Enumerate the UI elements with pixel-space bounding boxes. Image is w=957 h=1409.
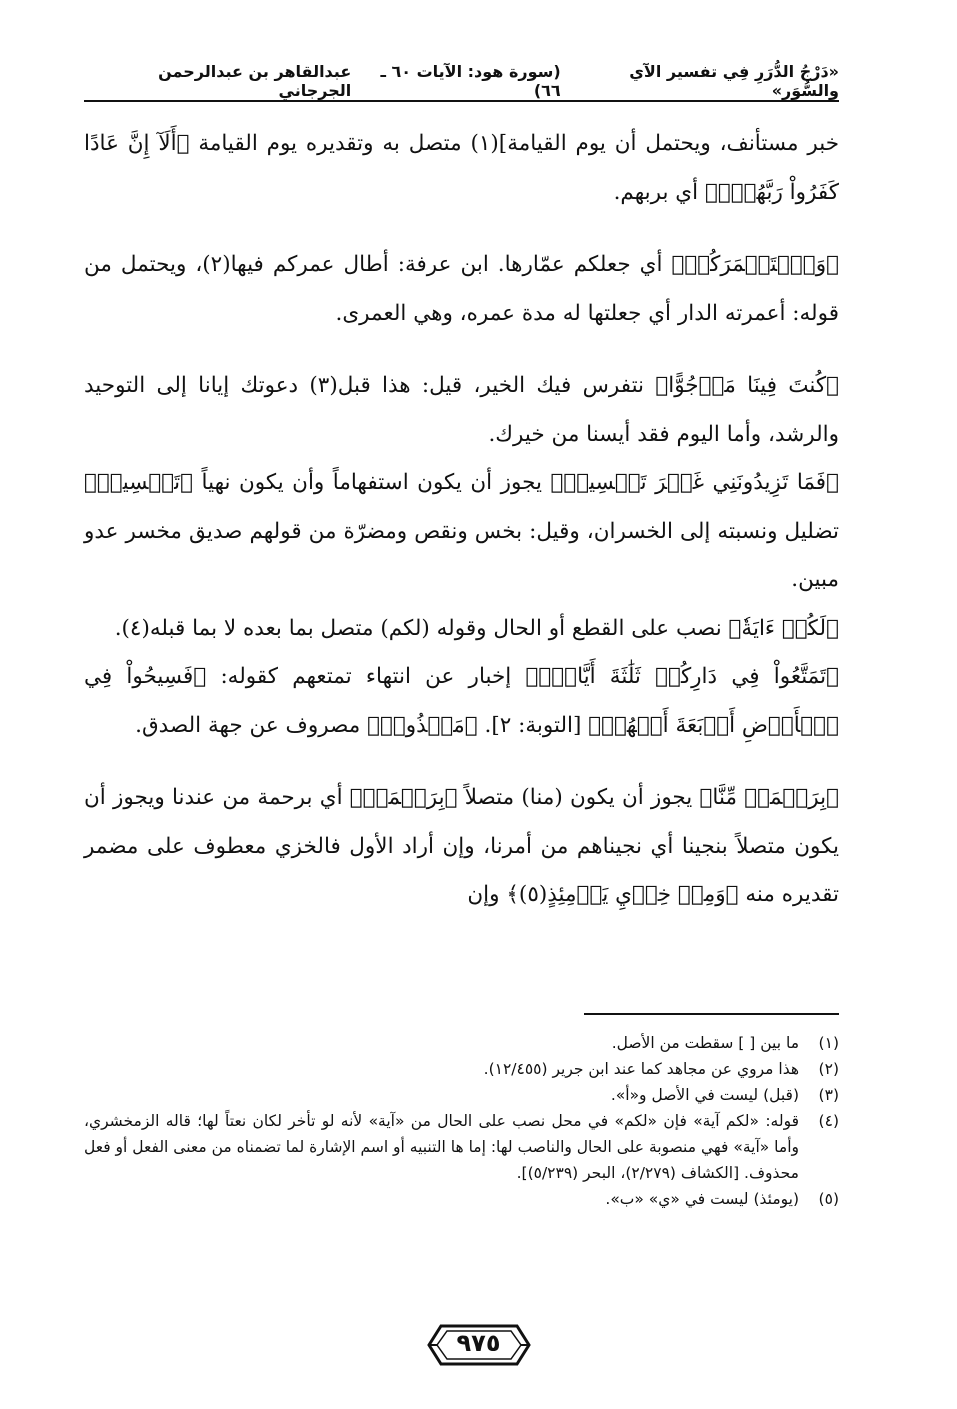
paragraph: ﴿فَمَا تَزِيدُونَنِي غَيۡرَ تَخۡسِيرٖ﴾ يجوز أن يكون استفهاماً وأن يكون نهياً ﴿تَخۡسِيرٖ﴾ تضليل ونسبته إلى الخسران، وقيل: بخس ونقص ومضرّة من قولهم صديق مخسر عدو مبين.: [84, 470, 839, 592]
footnote-divider: [584, 1013, 839, 1015]
page-number: ٩٧٥: [456, 1329, 501, 1357]
footnote: [84, 1108, 839, 1186]
book-title: «دَرْجُ الدُّرَرِ فِي تفسير الآي والسُّوَر»: [629, 62, 839, 100]
footnote-text: ما بين [ ] سقطت من الأصل.: [611, 1034, 799, 1052]
footnote: [84, 1082, 839, 1108]
footnote: [84, 1186, 839, 1212]
footnote: [84, 1030, 839, 1056]
footnote-number: (٤): [818, 1112, 839, 1130]
paragraph: ﴿تَمَتَّعُواْ فِي دَارِكُمۡ ثَلَٰثَةَ أَيَّامٖۖ﴾ إخبار عن انتهاء تمتعهم كقوله: ﴿فَسِيحُواْ فِي ٱلۡأَرۡضِ أَرۡبَعَةَ أَشۡهُرٖ﴾ [التوبة: ٢]. ﴿مَكۡذُوبٖ﴾ مصروف عن جهة الصدق.: [84, 664, 839, 738]
footnotes: [84, 1030, 839, 1212]
footnote-number: (٢): [818, 1060, 839, 1078]
commentary-body: [84, 120, 839, 920]
author-name: عبدالقاهر بن عبدالرحمن الجرجاني: [158, 62, 352, 100]
surah-section: (سورة هود: الآيات ٦٠ ـ ٦٦): [380, 62, 561, 100]
paragraph: خبر مستأنف، ويحتمل أن يوم القيامة](١) متصل به وتقديره يوم القيامة ﴿أَلَآ إِنَّ عَادًا كَفَرُواْ رَبَّهُمۡۗ﴾ أي بربهم.: [84, 131, 840, 205]
footnote-text: (يومئذ) ليست في «ي» «ب».: [605, 1190, 799, 1208]
paragraph: ﴿بِرَحۡمَةٖ مِّنَّا﴾ يجوز أن يكون (منا) متصلاً ﴿بِرَحۡمَةٖ﴾ أي برحمة من عندنا ويجوز أن يكون متصلاً بنجينا أي نجيناهم من أمرنا، وإن أراد الأول فالخزي معطوف على مضمر تقديره منه ﴿وَمِنۡ خِزۡيِ يَوۡمِئِذٍ(٥)﴾ وإن: [84, 785, 839, 907]
paragraph: ﴿وَٱسۡتَعۡمَرَكُمۡ﴾ أي جعلكم عمّارها. ابن عرفة: أطال عمركم فيها(٢)، ويحتمل من قوله: أعمرته الدار أي جعلتها له مدة عمره، وهي العمرى.: [84, 252, 839, 326]
footnote-number: (٥): [818, 1190, 839, 1208]
footnote-number: (٣): [818, 1086, 839, 1104]
footnote-text: (قبل) ليست في الأصل و«أ».: [610, 1086, 799, 1104]
footnote-number: (١): [818, 1034, 839, 1052]
footnote-text: قوله: «لكم آية» فإن «لكم» في محل نصب على الحال من «آية» لأنه لو تأخر لكان نعتاً لها؛ قاله الزمخشري، وأما «آية» فهي منصوبة على الحال والناصب لها: إما ها التنبيه أو اسم الإشارة لما تضمناه من معنى الفعل أو فعل محذوف. [الكشاف (٢/٢٧٩)، البحر (٥/٢٣٩)].: [84, 1112, 799, 1182]
running-header: [84, 62, 839, 100]
paragraph: ﴿لَكُمۡ ءَايَةٗ﴾ نصب على القطع أو الحال وقوله (لكم) متصل بما بعده لا بما قبله(٤).: [114, 615, 839, 641]
footnote-text: هذا مروي عن مجاهد كما عند ابن جرير (١٢/٤٥٥).: [483, 1060, 799, 1078]
page-number-ornament: [427, 1322, 531, 1368]
footnote: [84, 1056, 839, 1082]
header-divider: [84, 100, 839, 102]
paragraph: ﴿كُنتَ فِينَا مَرۡجُوًّا﴾ نتفرس فيك الخير، قيل: هذا قبل(٣) دعوتك إيانا إلى التوحيد والرشد، وأما اليوم فقد أيسنا من خيرك.: [84, 373, 839, 447]
